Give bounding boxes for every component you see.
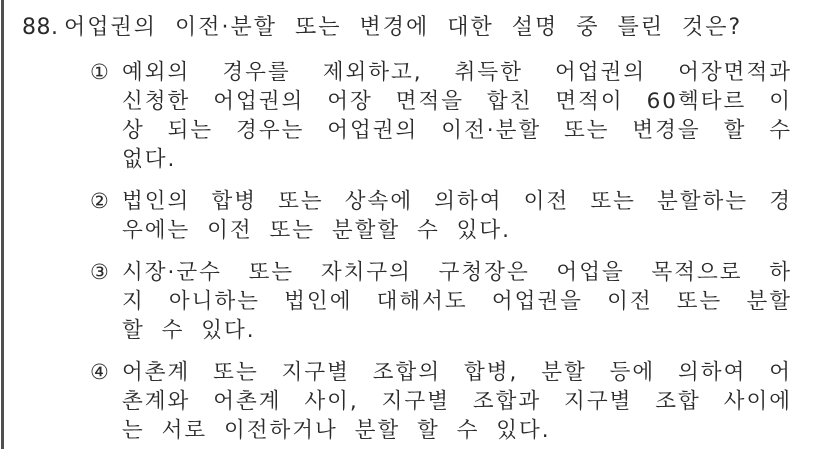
option-text-line: 지 아니하는 법인에 대해서도 어업권을 이전 또는 분할 [122,289,792,314]
option-3-text [122,258,792,345]
option-1-text [122,58,792,174]
option-3 [90,258,826,345]
option-text-line: 할 수 있다. [122,318,256,343]
question-number: 88. [22,15,59,40]
option-2-text [122,187,792,245]
option-text-line: 어촌계 또는 지구별 조합의 합병, 분할 등에 의하여 어 [122,360,792,385]
option-2-circled-number-icon: ② [90,189,109,213]
option-1-circled-number-icon: ① [90,60,109,84]
option-text-line: 법인의 합병 또는 상속에 의하여 이전 또는 분할하는 경 [122,189,792,214]
option-text-line: 없다. [122,147,177,172]
option-text-line: 우에는 이전 또는 분할할 수 있다. [122,218,512,243]
option-4-text [122,358,792,445]
option-text-line: 신청한 어업권의 어장 면적을 합친 면적이 60헥타르 이 [122,89,792,114]
option-3-circled-number-icon: ③ [90,260,109,284]
option-2 [90,187,826,245]
option-text-line: 예외의 경우를 제외하고, 취득한 어업권의 어장면적과 [122,60,792,85]
option-text-line: 촌계와 어촌계 사이, 지구별 조합과 지구별 조합 사이에 [122,389,792,414]
option-text-line: 시장·군수 또는 자치구의 구청장은 어업을 목적으로 하 [122,260,792,285]
option-text-line: 상 되는 경우는 어업권의 이전·분할 또는 변경을 할 수 [122,118,792,143]
question-title: 어업권의 이전·분할 또는 변경에 대한 설명 중 틀린 것은? [64,15,743,40]
option-4-circled-number-icon: ④ [90,360,109,384]
options-list [90,58,826,445]
page-border-left [1,0,4,449]
question-title-row [22,13,826,42]
option-1 [90,58,826,174]
option-text-line: 는 서로 이전하거나 분할 할 수 있다. [122,418,551,443]
option-4 [90,358,826,445]
